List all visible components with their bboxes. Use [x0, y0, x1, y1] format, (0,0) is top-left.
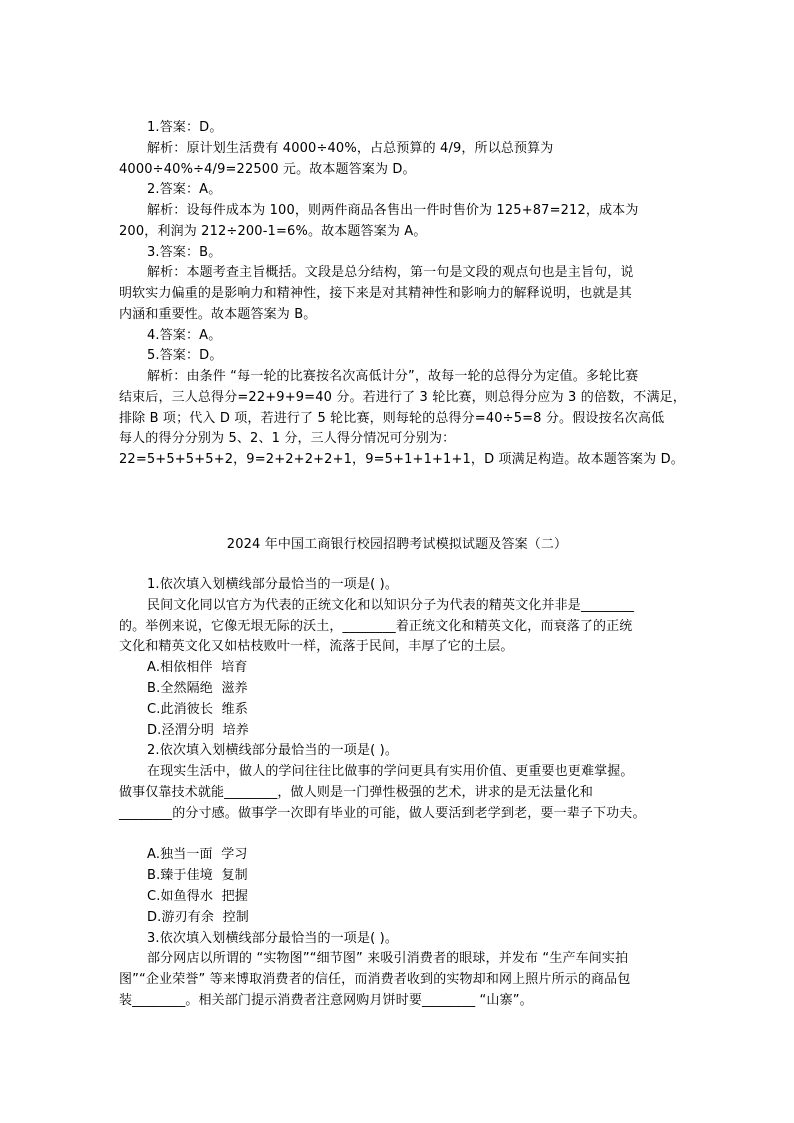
text-line: B.全然隔绝 滋养: [147, 681, 248, 696]
text-line: B.臻于佳境 复制: [147, 868, 248, 884]
text-line: 4.答案：A。: [147, 327, 222, 343]
text-line: 结束后，三人总得分=22+9+9=40 分。若进行了 3 轮比赛，则总得分应为 3 的倍数，不满足，: [119, 389, 686, 405]
text-line: 每人的得分分别为 5、2、1 分，三人得分情况可分别为：: [119, 431, 456, 447]
text-line: D.泾渭分明 培养: [147, 722, 249, 738]
text-line: ________的分寸感。做事学一次即有毕业的可能，做人要活到老学到老，要一辈子下功夫。: [119, 805, 646, 821]
text-line: 解析：原计划生活费有 4000÷40%，占总预算的 4/9，所以总预算为: [147, 140, 554, 156]
text-line: 图”“企业荣誉” 等来博取消费者的信任，而消费者收到的实物却和网上照片所示的商品包: [119, 972, 631, 988]
text-line: 装________。相关部门提示消费者注意网购月饼时要________ “山寨”。: [119, 993, 533, 1008]
text-line: 5.答案：D。: [147, 348, 223, 364]
text-line: 明软实力偏重的是影响力和精神性，接下来是对其精神性和影响力的解释说明，也就是其: [119, 286, 632, 301]
text-line: 3.答案：B。: [147, 244, 222, 260]
text-line: C.此消彼长 维系: [147, 701, 248, 717]
text-line: 2.依次填入划横线部分最恰当的一项是( )。: [147, 743, 398, 759]
text-line: 的。举例来说，它像无垠无际的沃土，________着正统文化和精英文化，而衰落了的正统: [119, 618, 633, 634]
text-line: 做事仅靠技术就能________，做人则是一门弹性极强的艺术，讲求的是无法量化和: [119, 785, 594, 800]
text-line: 4000÷40%÷4/9=22500 元。故本题答案为 D。: [119, 161, 416, 177]
text-line: 在现实生活中，做人的学问往往比做事的学问更具有实用价值、更重要也更难掌握。: [147, 764, 634, 780]
text-line: 1.依次填入划横线部分最恰当的一项是( )。: [147, 577, 398, 592]
page-title: 2024 年中国工商银行校园招聘考试模拟试题及答案（二）: [226, 537, 568, 552]
text-line: 部分网店以所谓的 “实物图”“细节图” 来吸引消费者的眼球，并发布 “生产车间实拍: [147, 951, 629, 967]
text-line: 3.依次填入划横线部分最恰当的一项是( )。: [147, 930, 398, 946]
text-line: 文化和精英文化又如枯枝败叶一样，流落于民间，丰厚了它的土层。: [119, 639, 514, 655]
text-line: 1.答案：D。: [147, 120, 223, 135]
text-line: 排除 B 项；代入 D 项，若进行了 5 轮比赛，则每轮的总得分=40÷5=8 分。假设按名次高低: [119, 410, 665, 426]
text-line: D.游刃有余 控制: [147, 909, 249, 925]
text-line: A.相依相伴 培育: [147, 660, 248, 676]
text-line: 内涵和重要性。故本题答案为 B。: [119, 306, 317, 322]
text-line: 解析：由条件 “每一轮的比赛按名次高低计分”，故每一轮的总得分为定值。多轮比赛: [147, 369, 639, 384]
text-line: 解析：设每件成本为 100，则两件商品各售出一件时售价为 125+87=212，成本为: [147, 203, 639, 218]
text-line: 民间文化同以官方为代表的正统文化和以知识分子为代表的精英文化并非是________: [147, 597, 635, 613]
text-line: C.如鱼得水 把握: [147, 889, 248, 904]
text-line: 2.答案：A。: [147, 182, 222, 198]
text-line: A.独当一面 学习: [147, 847, 248, 863]
text-line: 200，利润为 212÷200-1=6%。故本题答案为 A。: [119, 223, 427, 239]
text-line: 解析：本题考查主旨概括。文段是总分结构，第一句是文段的观点句也是主旨句，说: [147, 265, 634, 281]
text-line: 22=5+5+5+5+2，9=2+2+2+2+1，9=5+1+1+1+1，D 项满足构造。故本题答案为 D。: [119, 452, 684, 467]
